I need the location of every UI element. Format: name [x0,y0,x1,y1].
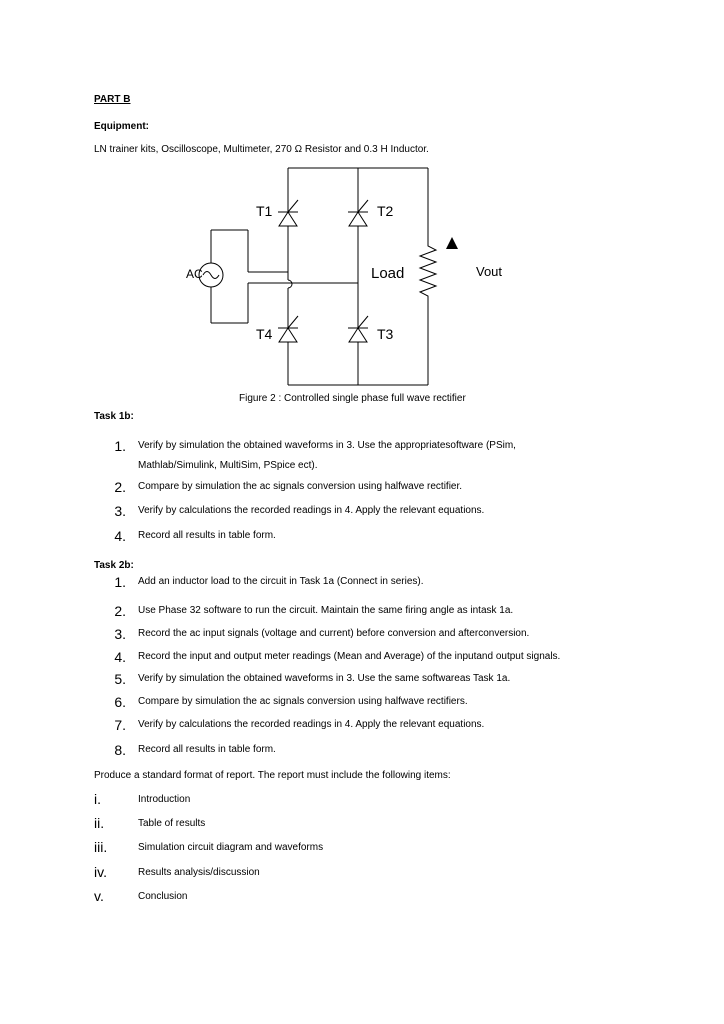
task1b-item-1-num: 1. [114,438,126,454]
task2b-item-1-num: 1. [114,574,126,590]
report-item-4-text: Results analysis/discussion [138,867,260,878]
task2b-item-4-text: Record the input and output meter readings (Mean and Average) of the inputand output signals. [138,651,561,662]
task2b-item-2-text: Use Phase 32 software to run the circuit. Maintain the same firing angle as intask 1a. [138,605,514,616]
task2b-heading: Task 2b: [94,560,134,571]
report-item-1-text: Introduction [138,794,191,805]
task2b-item-5-num: 5. [114,671,126,687]
task2b-item-6-num: 6. [114,694,126,710]
task2b-item-8-num: 8. [114,742,126,758]
ac-label: AC [186,267,203,281]
report-item-5-num: v. [94,888,104,904]
report-item-3-num: iii. [94,839,108,855]
task2b-item-6-text: Compare by simulation the ac signals conversion using halfwave rectifiers. [138,696,468,707]
task1b-item-4-text: Record all results in table form. [138,530,276,541]
equipment-heading: Equipment: [94,121,149,132]
part-heading: PART B [94,94,131,105]
report-item-5-text: Conclusion [138,891,188,902]
t3-label: T3 [377,326,394,342]
equipment-text: LN trainer kits, Oscilloscope, Multimeter, 270 Ω Resistor and 0.3 H Inductor. [94,144,429,155]
load-label: Load [371,265,405,282]
task2b-item-7-text: Verify by calculations the recorded readings in 4. Apply the relevant equations. [138,719,485,730]
task2b-item-8-text: Record all results in table form. [138,744,276,755]
task1b-item-3-num: 3. [114,503,126,519]
report-item-1-num: i. [94,791,101,807]
task1b-item-1-text-cont: Mathlab/Simulink, MultiSim, PSpice ect). [138,460,318,471]
task2b-item-3-num: 3. [114,626,126,642]
task1b-item-2-text: Compare by simulation the ac signals conversion using halfwave rectifier. [138,481,463,492]
t1-label: T1 [256,203,273,219]
t4-label: T4 [256,326,273,342]
vout-label: Vout [476,264,503,279]
task1b-item-2-num: 2. [114,479,126,495]
task1b-item-3-text: Verify by calculations the recorded readings in 4. Apply the relevant equations. [138,505,485,516]
report-intro: Produce a standard format of report. The report must include the following items: [94,770,451,781]
figure-caption: Figure 2 : Controlled single phase full wave rectifier [239,393,466,404]
task2b-item-7-num: 7. [114,717,126,733]
task2b-item-1-text: Add an inductor load to the circuit in Task 1a (Connect in series). [138,576,424,587]
report-item-3-text: Simulation circuit diagram and waveforms [138,842,324,853]
task2b-item-2-num: 2. [114,603,126,619]
report-item-2-text: Table of results [138,818,206,829]
task1b-heading: Task 1b: [94,411,134,422]
t2-label: T2 [377,203,394,219]
report-item-4-num: iv. [94,864,107,880]
report-item-2-num: ii. [94,815,105,831]
task2b-item-3-text: Record the ac input signals (voltage and current) before conversion and afterconversion. [138,628,530,639]
task2b-item-4-num: 4. [114,649,126,665]
vout-arrow-icon [446,237,458,249]
task1b-item-4-num: 4. [114,528,126,544]
task1b-item-1-text: Verify by simulation the obtained waveforms in 3. Use the appropriatesoftware (PSim, [138,440,516,451]
task2b-item-5-text: Verify by simulation the obtained waveforms in 3. Use the same softwareas Task 1a. [138,673,511,684]
